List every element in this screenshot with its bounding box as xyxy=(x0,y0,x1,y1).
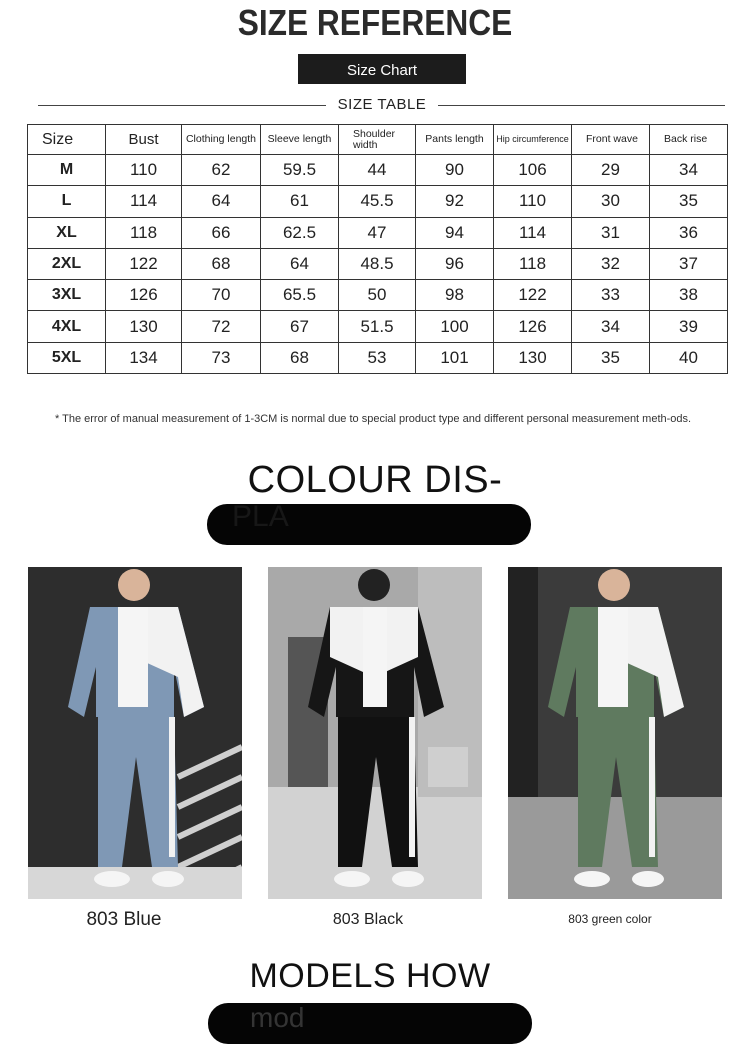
product-photo-black xyxy=(268,567,482,899)
column-header: Pants length xyxy=(416,125,494,155)
column-header: Clothing length xyxy=(182,125,261,155)
table-row xyxy=(28,248,728,279)
measurement-cell: 114 xyxy=(494,217,572,248)
column-header: Bust xyxy=(106,125,182,155)
table-row xyxy=(28,311,728,342)
models-show-title: MODELS HOW xyxy=(249,957,491,995)
measurement-cell: 92 xyxy=(416,186,494,217)
measurement-cell: 47 xyxy=(339,217,416,248)
size-cell: 2XL xyxy=(28,248,106,279)
measurement-cell: 134 xyxy=(106,342,182,373)
measurement-cell: 32 xyxy=(572,248,650,279)
measurement-cell: 106 xyxy=(494,155,572,186)
measurement-cell: 59.5 xyxy=(261,155,339,186)
measurement-cell: 64 xyxy=(182,186,261,217)
column-header: Sleeve length xyxy=(261,125,339,155)
table-row xyxy=(28,280,728,311)
size-table-caption: SIZE TABLE xyxy=(337,96,427,113)
models-title-overflow: mod xyxy=(250,1002,305,1033)
product-photo-blue xyxy=(28,567,242,899)
measurement-cell: 40 xyxy=(650,342,728,373)
measurement-cell: 118 xyxy=(494,248,572,279)
table-header-row xyxy=(28,125,728,155)
measurement-cell: 51.5 xyxy=(339,311,416,342)
column-header: Size xyxy=(28,125,106,155)
size-chart-label: Size Chart xyxy=(298,54,466,84)
measurement-cell: 122 xyxy=(106,248,182,279)
measurement-cell: 65.5 xyxy=(261,280,339,311)
measurement-note: * The error of manual measurement of 1-3CM is normal due to special product type and different personal measurement meth-ods. xyxy=(55,413,692,425)
measurement-cell: 35 xyxy=(572,342,650,373)
measurement-cell: 62 xyxy=(182,155,261,186)
measurement-cell: 110 xyxy=(494,186,572,217)
measurement-cell: 35 xyxy=(650,186,728,217)
divider-right xyxy=(438,105,725,106)
measurement-cell: 68 xyxy=(261,342,339,373)
measurement-cell: 45.5 xyxy=(339,186,416,217)
measurement-cell: 39 xyxy=(650,311,728,342)
measurement-cell: 130 xyxy=(106,311,182,342)
measurement-cell: 31 xyxy=(572,217,650,248)
measurement-cell: 122 xyxy=(494,280,572,311)
colour-display-title: COLOUR DIS- xyxy=(247,459,503,501)
measurement-cell: 48.5 xyxy=(339,248,416,279)
divider-left xyxy=(38,105,326,106)
measurement-cell: 67 xyxy=(261,311,339,342)
measurement-cell: 29 xyxy=(572,155,650,186)
table-row xyxy=(28,186,728,217)
table-row xyxy=(28,342,728,373)
measurement-cell: 30 xyxy=(572,186,650,217)
measurement-cell: 90 xyxy=(416,155,494,186)
measurement-cell: 130 xyxy=(494,342,572,373)
measurement-cell: 126 xyxy=(106,280,182,311)
measurement-cell: 114 xyxy=(106,186,182,217)
caption-green: 803 green color xyxy=(568,912,652,926)
measurement-cell: 96 xyxy=(416,248,494,279)
size-table xyxy=(27,124,728,374)
column-header: Back rise xyxy=(650,125,728,155)
table-row xyxy=(28,155,728,186)
colour-title-overflow: PLA xyxy=(232,500,289,526)
measurement-cell: 68 xyxy=(182,248,261,279)
measurement-cell: 101 xyxy=(416,342,494,373)
measurement-cell: 98 xyxy=(416,280,494,311)
measurement-cell: 61 xyxy=(261,186,339,217)
measurement-cell: 38 xyxy=(650,280,728,311)
measurement-cell: 34 xyxy=(650,155,728,186)
product-photo-green xyxy=(508,567,722,899)
table-row xyxy=(28,217,728,248)
measurement-cell: 44 xyxy=(339,155,416,186)
measurement-cell: 37 xyxy=(650,248,728,279)
measurement-cell: 62.5 xyxy=(261,217,339,248)
measurement-cell: 110 xyxy=(106,155,182,186)
size-cell: 5XL xyxy=(28,342,106,373)
measurement-cell: 73 xyxy=(182,342,261,373)
size-cell: 3XL xyxy=(28,280,106,311)
measurement-cell: 70 xyxy=(182,280,261,311)
column-header: Front wave xyxy=(572,125,650,155)
measurement-cell: 72 xyxy=(182,311,261,342)
measurement-cell: 100 xyxy=(416,311,494,342)
measurement-cell: 126 xyxy=(494,311,572,342)
measurement-cell: 118 xyxy=(106,217,182,248)
size-cell: XL xyxy=(28,217,106,248)
measurement-cell: 50 xyxy=(339,280,416,311)
page-title: SIZE REFERENCE xyxy=(237,2,513,43)
measurement-cell: 33 xyxy=(572,280,650,311)
measurement-cell: 53 xyxy=(339,342,416,373)
measurement-cell: 36 xyxy=(650,217,728,248)
measurement-cell: 34 xyxy=(572,311,650,342)
column-header: Shoulder width xyxy=(339,125,416,155)
size-cell: M xyxy=(28,155,106,186)
measurement-cell: 66 xyxy=(182,217,261,248)
measurement-cell: 64 xyxy=(261,248,339,279)
caption-blue: 803 Blue xyxy=(86,909,162,930)
size-cell: L xyxy=(28,186,106,217)
measurement-cell: 94 xyxy=(416,217,494,248)
column-header: Hip circumference xyxy=(494,125,572,155)
size-cell: 4XL xyxy=(28,311,106,342)
caption-black: 803 Black xyxy=(332,911,404,928)
